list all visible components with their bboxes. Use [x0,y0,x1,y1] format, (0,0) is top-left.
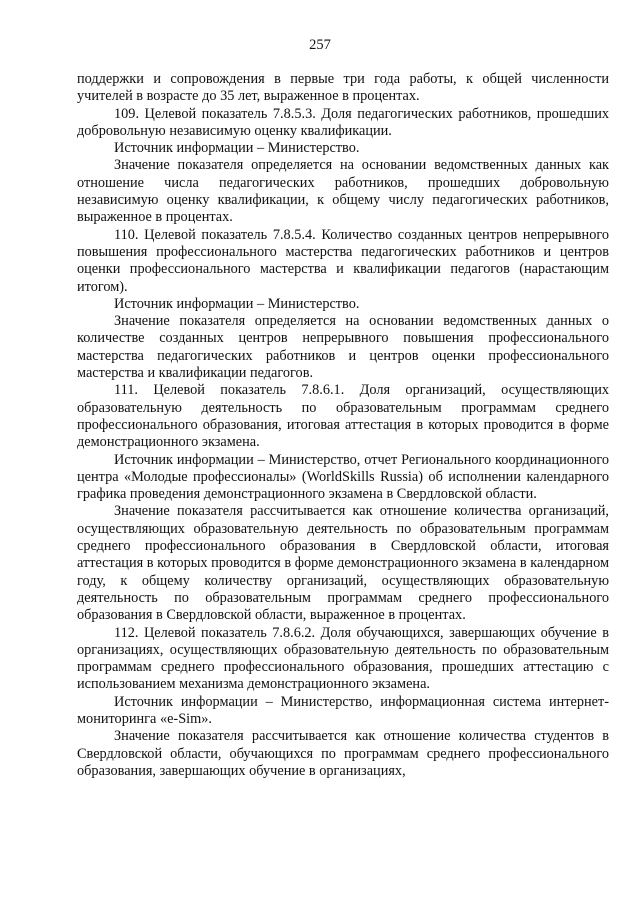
paragraph-indicator-110: 110. Целевой показатель 7.8.5.4. Количество созданных центров непрерывного повышения профессионального мастерства педагогических работников и центров оценки профессионального мастерства и квалификации педагогов (нарастающим итогом). [77,226,609,295]
paragraph-value-110: Значение показателя определяется на основании ведомственных данных о количестве созданных центров непрерывного повышения профессионального мастерства педагогических работников и центров оценки профессионального мастерства и квалификации педагогов. [77,313,609,382]
page-number: 257 [309,37,331,53]
paragraph-source-110: Источник информации – Министерство. [114,295,360,312]
paragraph-source-109: Источник информации – Министерство. [114,140,360,157]
paragraph-value-109: Значение показателя определяется на основании ведомственных данных как отношение числа педагогических работников, прошедших добровольную независимую оценку квалификации, к общему числу педагогических работников, выраженное в процентах. [77,157,609,226]
paragraph-value-112: Значение показателя рассчитывается как отношение количества студентов в Свердловской области, обучающихся по программам среднего профессионального образования, завершающих обучение в организациях, [77,728,609,779]
document-body [77,71,609,780]
paragraph-continuation: поддержки и сопровождения в первые три года работы, к общей численности учителей в возрасте до 35 лет, выраженное в процентах. [77,71,609,105]
paragraph-source-111: Источник информации – Министерство, отчет Регионального координационного центра «Молодые профессионалы» (WorldSkills Russia) об исполнении календарного графика проведения демонстрационного экзамена в Свердловской области. [77,451,609,503]
paragraph-indicator-109: 109. Целевой показатель 7.8.5.3. Доля педагогических работников, прошедших добровольную независимую оценку квалификации. [77,105,609,139]
paragraph-indicator-112: 112. Целевой показатель 7.8.6.2. Доля обучающихся, завершающих обучение в организациях, осуществляющих образовательную деятельность по образовательным программам среднего профессионального образования, прошедших аттестацию с использованием механизма демонстрационного экзамена. [77,624,609,693]
paragraph-indicator-111: 111. Целевой показатель 7.8.6.1. Доля организаций, осуществляющих образовательную деятельность по образовательным программам среднего профессионального образования, итоговая аттестация в которых проводится в форме демонстрационного экзамена. [77,382,609,451]
paragraph-source-112: Источник информации – Министерство, информационная система интернет-мониторинга «e-Sim». [77,693,609,727]
paragraph-value-111: Значение показателя рассчитывается как отношение количества организаций, осуществляющих образовательную деятельность по образовательным программам среднего профессионального образования в Свердловской области, итоговая аттестация в которых проводится в форме демонстрационного экзамена в календарном году, к общему количеству организаций, осуществляющих образовательную деятельность по образовательным программам среднего профессионального образования в Свердловской области, выраженное в процентах. [77,503,609,624]
